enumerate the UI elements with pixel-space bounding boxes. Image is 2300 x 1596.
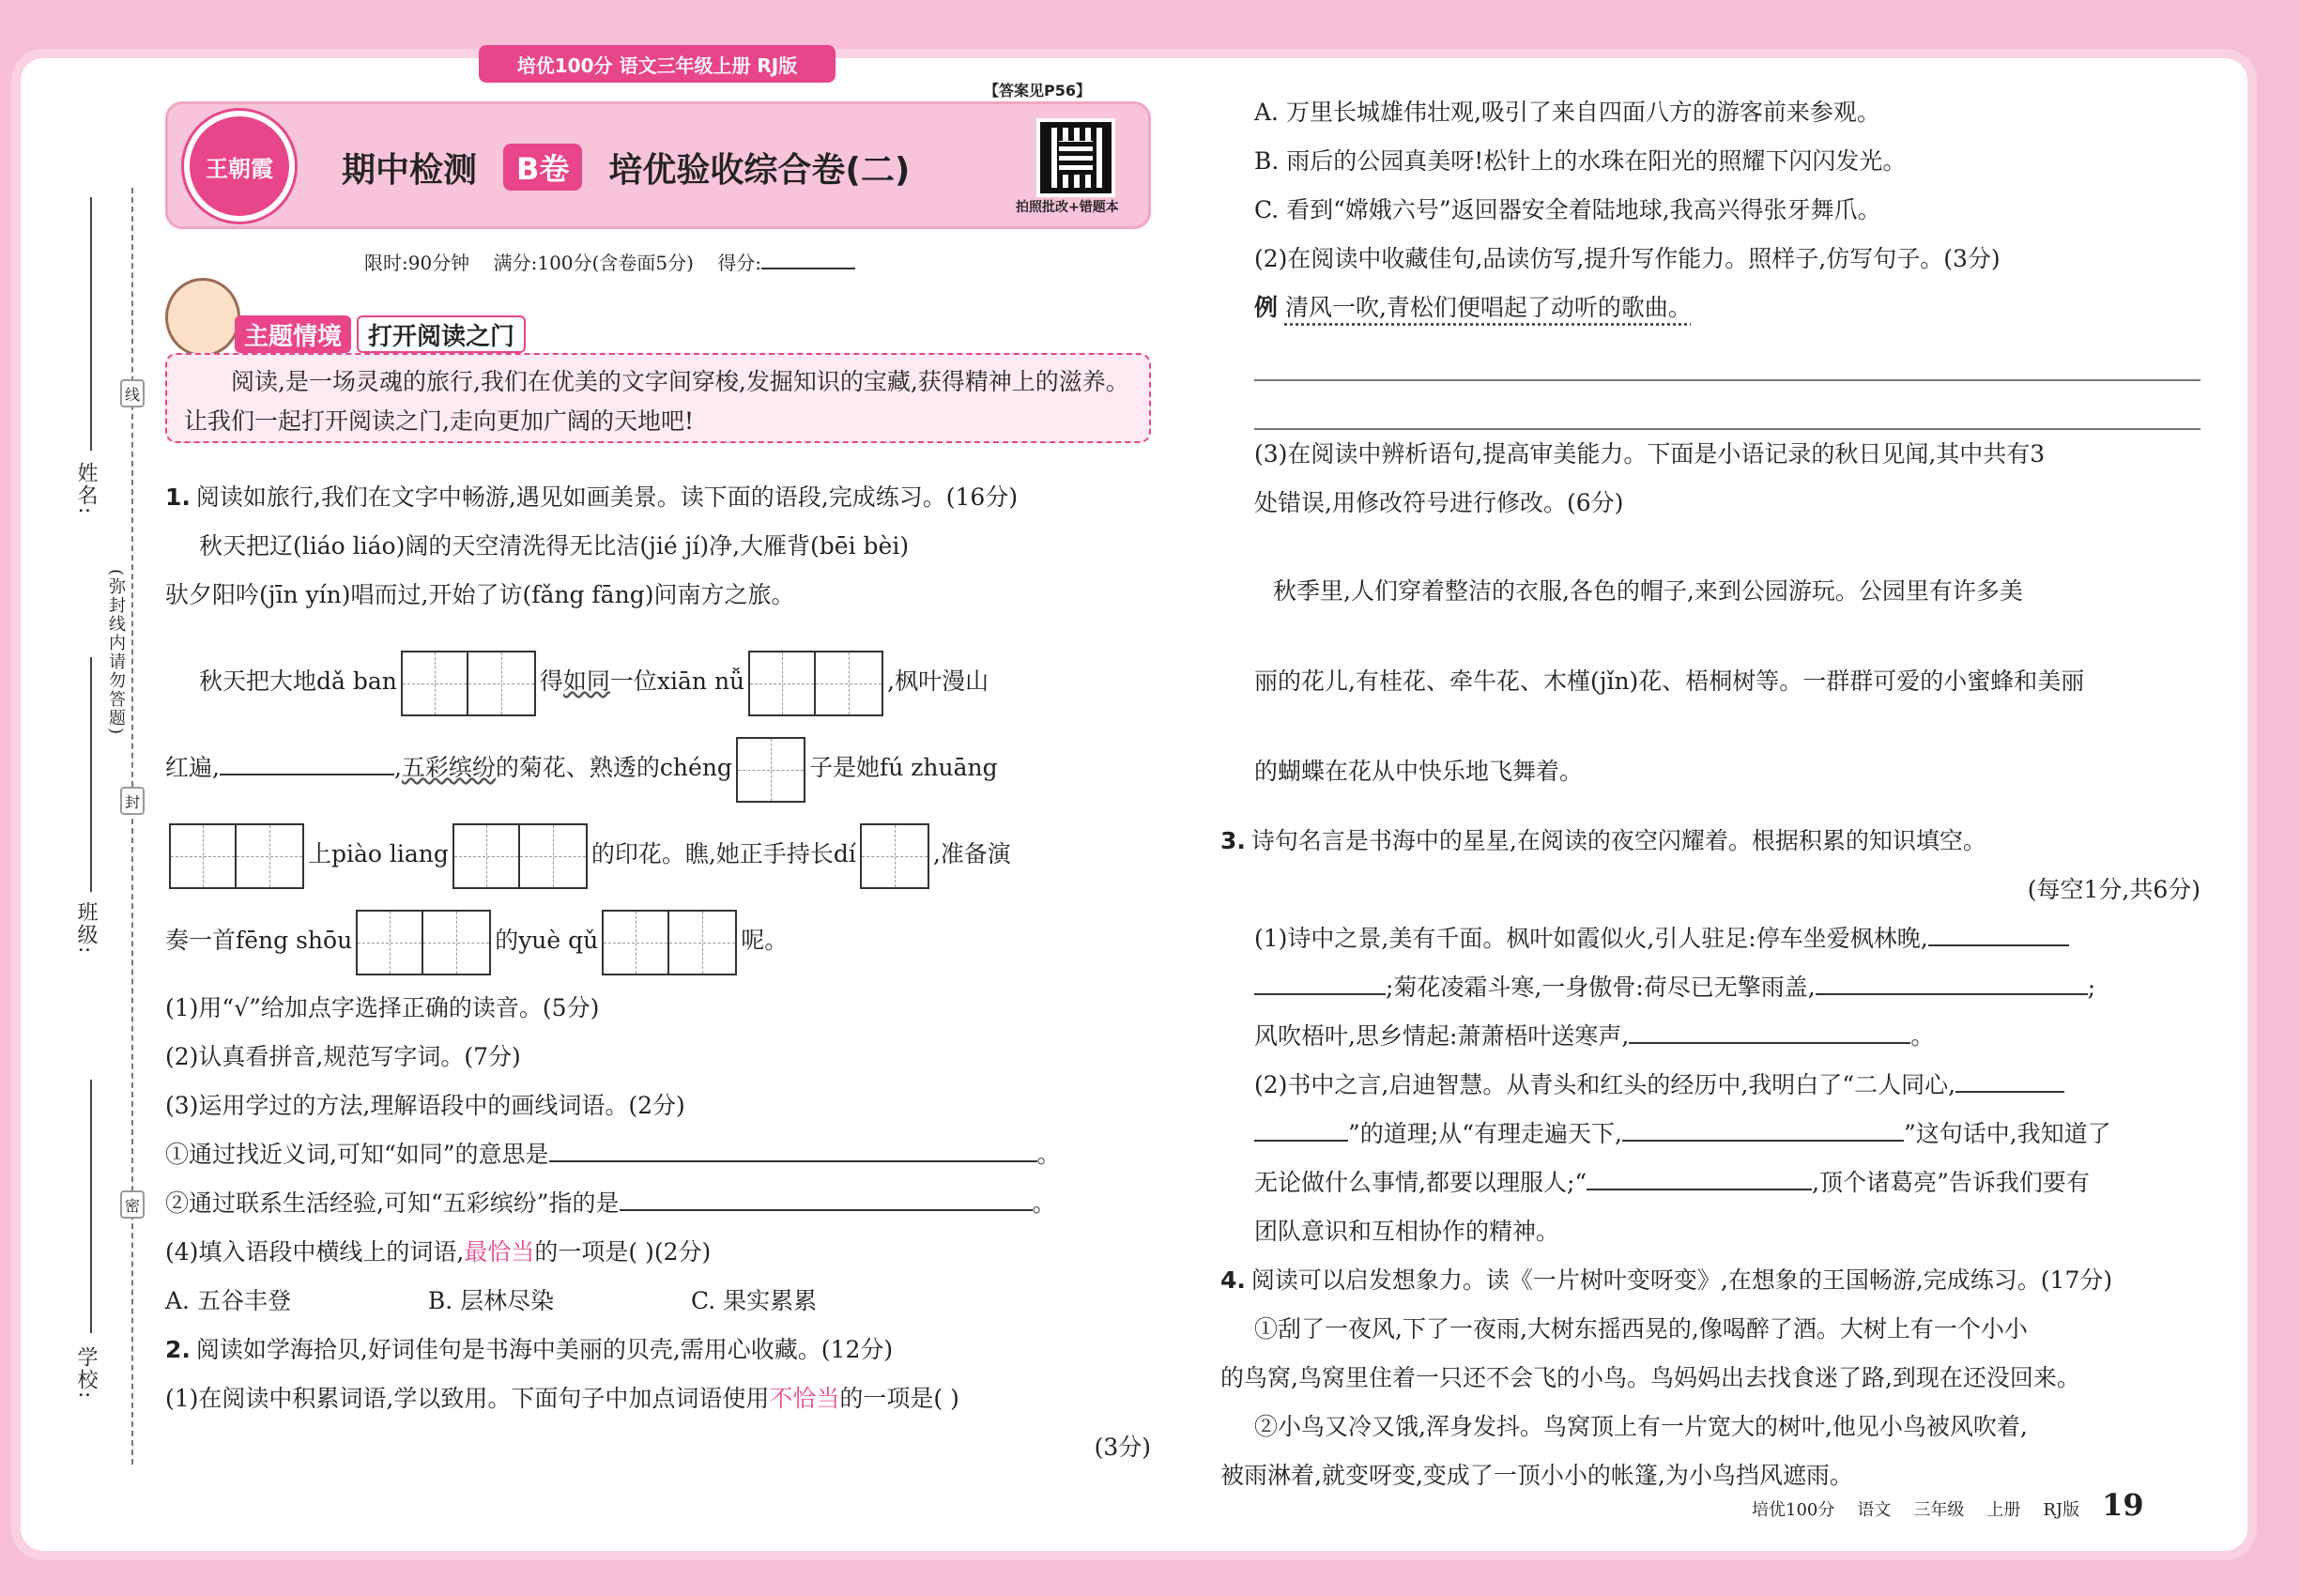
class-field[interactable] [90, 657, 92, 892]
q2-sub-3-line-2: 处错误,用修改符号进行修改。(6分) [1254, 489, 1624, 516]
paper-badge: B卷 [503, 144, 582, 191]
school-field[interactable] [90, 1080, 92, 1333]
period: 。 [1032, 1189, 1056, 1217]
q1-sub-3a-text: ①通过找近义词,可知“如同”的意思是 [165, 1141, 549, 1168]
passage-line-3: 的蝴蝶在花从中快乐地飞舞着。 [1254, 758, 1584, 785]
right-column [1220, 88, 2200, 1500]
q3-sub-2-line-1 [1220, 1061, 2200, 1110]
q2-option-a[interactable]: A. 万里长城雄伟壮观,吸引了来自四面八方的游客前来参观。 [1254, 99, 1880, 126]
q2-option-b[interactable]: B. 雨后的公园真美呀!松针上的水珠在阳光的照耀下闪闪发光。 [1254, 147, 1907, 175]
period: 。 [1910, 1022, 1935, 1050]
q1-l3-pinyin: 上piào liang [308, 840, 449, 867]
qr-code-pattern [1059, 141, 1093, 175]
theme-tag [235, 315, 526, 353]
q3-sub-2-mid: ”的道理;从“有理走遍天下, [1348, 1120, 1622, 1147]
q1-l3-text: 的印花。瞧,她正手持长dí [590, 840, 856, 867]
q1-fill-line-3 [165, 811, 1151, 898]
writing-grid[interactable] [401, 651, 536, 716]
q1-sub-4-tail: 的一项是( )(2分) [534, 1238, 712, 1266]
footer-edition: RJ版 [2043, 1500, 2080, 1520]
writing-grid[interactable] [169, 823, 304, 889]
q1-fill-line-1 [165, 638, 1151, 725]
example-text: 清风一吹,青松们便唱起了动听的歌曲。 [1284, 294, 1692, 321]
q1-l4-pinyin: 奏一首fēng shōu [165, 927, 353, 954]
title-main: 培优验收综合卷(二) [608, 150, 911, 190]
q1-pinyin-line-2: 驮夕阳吟(jīn yín)唱而过,开始了访(fǎng fāng)问南方之旅。 [165, 581, 795, 608]
q1-sub-4 [165, 1228, 1151, 1277]
q1-sub-3a [165, 1130, 1151, 1179]
option-a[interactable]: A. 五谷丰登 [165, 1287, 291, 1314]
q4-para-2-line-2: 被雨淋着,就变呀变,变成了一顶小小的帐篷,为小鸟挡风遮雨。 [1220, 1462, 1853, 1489]
q3-sub-2-line-4: 团队意识和互相协作的精神。 [1254, 1218, 1560, 1245]
score-field[interactable] [761, 268, 855, 269]
option-b[interactable]: B. 层林尽染 [427, 1287, 555, 1314]
wavy-word-wucaibinfen: 五彩缤纷 [401, 754, 496, 781]
answer-field[interactable] [1254, 969, 1386, 995]
q3-sub-2-line-3 [1220, 1159, 2200, 1207]
name-field[interactable] [90, 197, 92, 451]
girl-avatar-icon [165, 278, 240, 357]
q1-sub-3: (3)运用学过的方法,理解语段中的画线词语。(2分) [165, 1092, 685, 1119]
writing-grid[interactable] [602, 910, 737, 975]
binding-mark-seal: 封 [120, 787, 145, 815]
q3-sub-2-mid-2: 无论做什么事情,都要以理服人;“ [1254, 1169, 1587, 1196]
question-3-text: 诗句名言是书海中的星星,在阅读的夜空闪耀着。根据积累的知识填空。 [1250, 827, 1986, 854]
q2-sub-2: (2)在阅读中收藏佳句,品读仿写,提升写作能力。照样子,仿写句子。(3分) [1254, 245, 2001, 272]
theme-tag-label: 主题情境 [235, 315, 351, 353]
q3-sub-1-line-1 [1220, 914, 2200, 963]
q1-l2-head: 红遍, [165, 754, 220, 781]
title-midterm: 期中检测 [342, 150, 478, 190]
q3-sub-2-tail-2: ,顶个诸葛亮”告诉我们要有 [1812, 1169, 2090, 1196]
q2-sub-1-score: (3分) [1094, 1434, 1151, 1461]
answer-field[interactable] [1629, 1018, 1910, 1044]
q3-sub-1-line-3 [1220, 1012, 2200, 1061]
q1-options [165, 1277, 1151, 1326]
footer-book: 培优100分 [1752, 1500, 1835, 1520]
period: 。 [1036, 1141, 1061, 1168]
q1-l1-pinyin: 秋天把大地dǎ ban [199, 668, 397, 695]
page-footer [1752, 1487, 2144, 1523]
q1-sub-1: (1)用“√”给加点字选择正确的读音。(5分) [165, 994, 600, 1021]
option-c[interactable]: C. 果实累累 [691, 1287, 818, 1314]
footer-subject: 语文 [1857, 1500, 1892, 1520]
answer-field[interactable] [620, 1185, 1033, 1211]
q1-fill-line-2 [165, 725, 1151, 811]
blank-field[interactable] [220, 749, 394, 775]
q2-sub-1-tail: 的一项是( ) [839, 1385, 959, 1412]
passage-line-1: 秋季里,人们穿着整洁的衣服,各色的帽子,来到公园游玩。公园里有许多美 [1273, 577, 2023, 605]
example-sentence [1220, 284, 2200, 332]
writing-grid[interactable] [860, 823, 929, 889]
binding-note: (弥封线内请勿答题) [106, 569, 126, 737]
q1-l2-tail: 子是她fú zhuāng [808, 754, 998, 781]
q3-sub-1-wind: 风吹梧叶,思乡情起:萧萧梧叶送寒声, [1254, 1022, 1630, 1050]
page-number: 19 [2102, 1487, 2144, 1523]
question-2-title [165, 1326, 1151, 1374]
binding-mark-line: 线 [120, 379, 145, 407]
q1-l2-pinyin: 的菊花、熟透的chéng [495, 754, 732, 781]
emphasis-not-suitable: 不恰当 [769, 1385, 840, 1412]
writing-line-1[interactable] [1254, 332, 2200, 381]
q1-l1-pinyin-2: 一位xiān nǚ [609, 668, 745, 695]
semicolon: ; [2087, 974, 2096, 1001]
question-2-number: 2. [165, 1336, 191, 1363]
example-label: 例 [1254, 294, 1279, 321]
q1-sub-3b-text: ②通过联系生活经验,可知“五彩缤纷”指的是 [165, 1189, 620, 1217]
question-3-number: 3. [1220, 827, 1246, 854]
q3-sub-1-mid: ;菊花凌霜斗寒,一身傲骨:荷尽已无擎雨盖, [1386, 974, 1816, 1001]
writing-grid[interactable] [736, 737, 805, 803]
time-limit: 限时:90分钟 [364, 252, 470, 274]
emphasis-most-suitable: 最恰当 [464, 1238, 535, 1266]
answer-field[interactable] [1816, 969, 2088, 995]
binding-mark-close: 密 [120, 1190, 145, 1219]
q1-fill-line-4 [165, 898, 1151, 984]
question-4-number: 4. [1220, 1266, 1246, 1294]
q2-option-c[interactable]: C. 看到“嫦娥六号”返回器安全着陆地球,我高兴得张牙舞爪。 [1254, 196, 1881, 223]
name-label: 姓名: [74, 462, 98, 516]
left-column [165, 473, 1151, 1472]
q1-pinyin-line-1: 秋天把辽(liáo liáo)阔的天空清洗得无比洁(jié jí)净,大雁背(bēi bèi) [199, 532, 910, 560]
footer-term: 上册 [1986, 1500, 2021, 1520]
q3-sub-2-text: (2)书中之言,启迪智慧。从青头和红头的经历中,我明白了“二人同心, [1254, 1071, 1956, 1098]
q1-l4-tail: 呢。 [741, 927, 789, 954]
q1-sub-4-text: (4)填入语段中横线上的词语, [165, 1238, 465, 1266]
q1-l1-tail: ,枫叶漫山 [887, 668, 989, 695]
writing-grid[interactable] [748, 651, 883, 716]
q1-sub-3b [165, 1179, 1151, 1228]
q1-l4-pinyin-2: 的yuè qǔ [495, 927, 599, 954]
full-score: 满分:100分(含卷面5分) [493, 252, 694, 274]
q2-sub-1 [165, 1374, 1151, 1423]
question-3-score: (每空1分,共6分) [2027, 876, 2200, 903]
question-2-text: 阅读如学海拾贝,好词佳句是书海中美丽的贝壳,需用心收藏。(12分) [195, 1336, 894, 1363]
qr-caption: 拍照批改+错题本 [1016, 200, 1119, 215]
question-4-title [1220, 1256, 2200, 1305]
question-3-title [1220, 817, 2200, 866]
writing-line-2[interactable] [1254, 381, 2200, 430]
score-label: 得分: [717, 252, 762, 274]
answer-field[interactable] [1587, 1164, 1812, 1190]
q1-l1-text: 得 [539, 668, 563, 695]
answer-field[interactable] [1928, 920, 2069, 946]
q3-sub-1-text: (1)诗中之景,美有千面。枫叶如霞似火,引人驻足:停车坐爱枫林晚, [1254, 925, 1928, 952]
school-label: 学校: [74, 1346, 98, 1401]
q4-para-1-line-2: 的鸟窝,鸟窝里住着一只还不会飞的小鸟。鸟妈妈出去找食迷了路,到现在还没回来。 [1220, 1364, 2080, 1391]
q2-sub-3-line-1: (3)在阅读中辨析语句,提高审美能力。下面是小语记录的秋日见闻,其中共有3 [1254, 440, 2046, 468]
q4-para-2-line-1: ②小鸟又冷又饿,浑身发抖。鸟窝顶上有一片宽大的树叶,他见小鸟被风吹着, [1254, 1413, 2028, 1440]
q3-sub-2-line-2 [1220, 1110, 2200, 1159]
q1-l2-comma: , [393, 754, 402, 781]
theme-tag-title: 打开阅读之门 [357, 315, 526, 353]
answer-field[interactable] [1254, 1115, 1348, 1142]
q3-sub-1-line-2 [1220, 963, 2200, 1012]
brand-logo: 王朝霞 [184, 111, 295, 222]
exam-meta [364, 248, 855, 275]
answer-field[interactable] [1622, 1115, 1904, 1142]
question-1-text: 阅读如旅行,我们在文字中畅游,遇见如画美景。读下面的语段,完成练习。(16分) [195, 483, 1019, 511]
series-strip: 培优100分 语文三年级上册 RJ版 [479, 45, 836, 83]
writing-grid[interactable] [452, 823, 588, 889]
class-label: 班级: [74, 901, 98, 956]
question-4-text: 阅读可以启发想象力。读《一片树叶变呀变》,在想象的王国畅游,完成练习。(17分) [1250, 1266, 2113, 1294]
answer-field[interactable] [549, 1136, 1037, 1162]
q1-l3-tail: ,准备演 [932, 840, 1011, 867]
q2-sub-1-text: (1)在阅读中积累词语,学以致用。下面句子中加点词语使用 [165, 1385, 770, 1412]
exam-title [342, 139, 910, 195]
answer-note: 【答案见P56】 [984, 82, 1091, 100]
footer-grade: 三年级 [1913, 1500, 1965, 1520]
passage-line-2: 丽的花儿,有桂花、牵牛花、木槿(jǐn)花、梧桐树等。一群群可爱的小蜜蜂和美丽 [1254, 668, 2085, 695]
question-1-number: 1. [165, 483, 191, 511]
q1-sub-2: (2)认真看拼音,规范写字词。(7分) [165, 1043, 521, 1070]
wavy-word-rutong: 如同 [562, 668, 610, 695]
q3-sub-2-tail: ”这句话中,我知道了 [1903, 1120, 2111, 1147]
answer-field[interactable] [1955, 1067, 2064, 1093]
writing-grid[interactable] [356, 910, 491, 975]
q4-para-1-line-1: ①刮了一夜风,下了一夜雨,大树东摇西晃的,像喝醉了酒。大树上有一个小小 [1254, 1315, 2028, 1343]
question-1-title [165, 473, 1151, 522]
theme-intro: 阅读,是一场灵魂的旅行,我们在优美的文字间穿梭,发掘知识的宝藏,获得精神上的滋养。让我们一起打开阅读之门,走向更加广阔的天地吧! [165, 353, 1151, 443]
